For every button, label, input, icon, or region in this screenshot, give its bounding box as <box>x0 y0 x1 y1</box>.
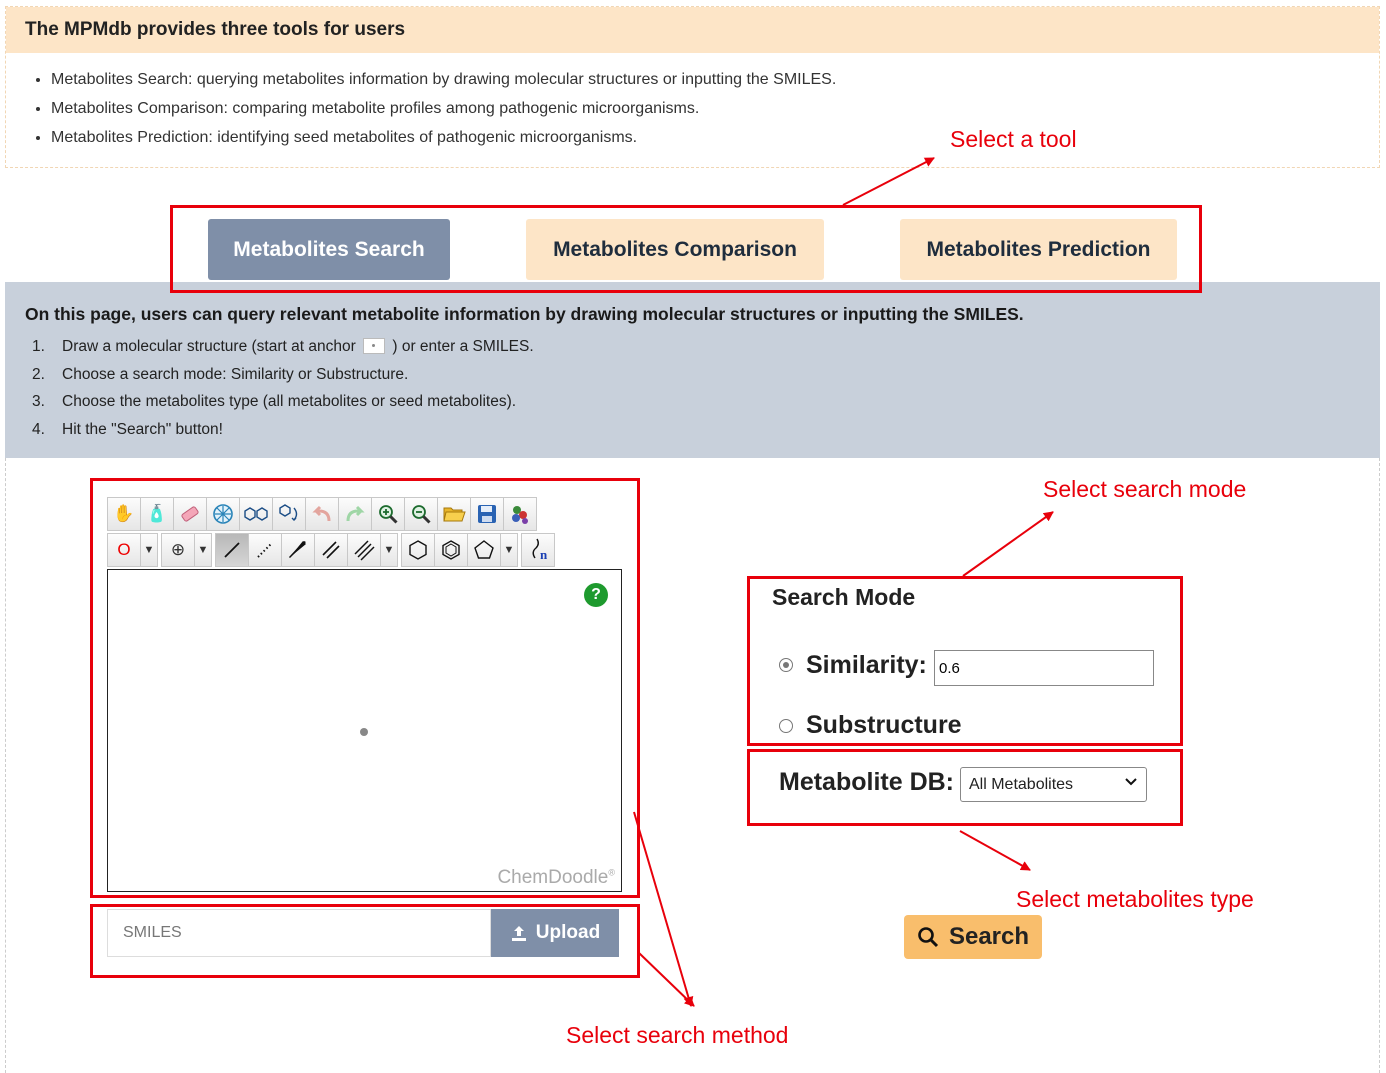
metabolite-db-label: Metabolite DB: <box>779 768 954 796</box>
substructure-label: Substructure <box>806 711 962 739</box>
charge-dropdown-icon[interactable]: ▼ <box>194 533 212 567</box>
annotation-select-type: Select metabolites type <box>1016 886 1254 912</box>
chemdoodle-watermark: ChemDoodle® <box>497 867 615 888</box>
step-number: 4. <box>32 420 45 438</box>
step-text: Choose a search mode: Similarity or Substructure. <box>62 365 409 383</box>
similarity-label: Similarity: <box>806 651 927 679</box>
step-number: 1. <box>32 338 45 355</box>
atom-dropdown-icon[interactable]: ▼ <box>140 533 158 567</box>
bond-dropdown-icon[interactable]: ▼ <box>380 533 398 567</box>
step-text: ) or enter a SMILES. <box>392 338 534 355</box>
step-number: 3. <box>32 393 45 410</box>
cleaner-icon[interactable]: 🧴 <box>140 497 174 531</box>
tab-metabolites-search[interactable]: Metabolites Search <box>208 219 450 280</box>
instructions-title: On this page, users can query relevant metabolite information by drawing molecular structures or inputting the SMILES. <box>25 304 1024 324</box>
intro-item: • Metabolites Prediction: identifying seed metabolites of pathogenic microorganisms. <box>51 127 1379 156</box>
tab-metabolites-prediction[interactable]: Metabolites Prediction <box>900 219 1177 280</box>
intro-item: • Metabolites Comparison: comparing metabolite profiles among pathogenic microorganisms. <box>51 98 1379 127</box>
svg-text:n: n <box>540 547 548 562</box>
tab-metabolites-comparison[interactable]: Metabolites Comparison <box>526 219 824 280</box>
annotation-select-method: Select search method <box>566 1022 789 1048</box>
search-mode-title: Search Mode <box>772 584 916 610</box>
annotation-select-tool: Select a tool <box>950 126 1077 152</box>
ring-dropdown-icon[interactable]: ▼ <box>500 533 518 567</box>
step-text: Draw a molecular structure (start at anchor <box>62 338 356 355</box>
arrow-to-mode-label <box>963 512 1053 576</box>
step-number: 2. <box>32 365 45 383</box>
annotation-select-mode: Select search mode <box>1043 476 1247 502</box>
metabolite-db-value: All Metabolites <box>969 775 1074 793</box>
intro-item: • Metabolites Search: querying metabolites information by drawing molecular structures or inputting the SMILES. <box>51 69 1379 98</box>
upload-label: Upload <box>535 922 601 943</box>
search-label: Search <box>948 923 1030 950</box>
step-text: Choose the metabolites type (all metabolites or seed metabolites). <box>62 393 517 410</box>
help-icon[interactable]: ? <box>584 583 608 607</box>
hand-icon[interactable]: ✋ <box>107 497 141 531</box>
arrow-from-smiles <box>638 952 694 1006</box>
step-text: Hit the "Search" button! <box>62 420 223 438</box>
atom-oxygen-button[interactable]: O <box>107 533 141 567</box>
arrow-to-tool-label <box>843 158 934 205</box>
arrow-to-type-label <box>960 831 1030 870</box>
charge-plus-icon[interactable]: ⊕ <box>161 533 195 567</box>
intro-title: The MPMdb provides three tools for users <box>6 7 1379 53</box>
